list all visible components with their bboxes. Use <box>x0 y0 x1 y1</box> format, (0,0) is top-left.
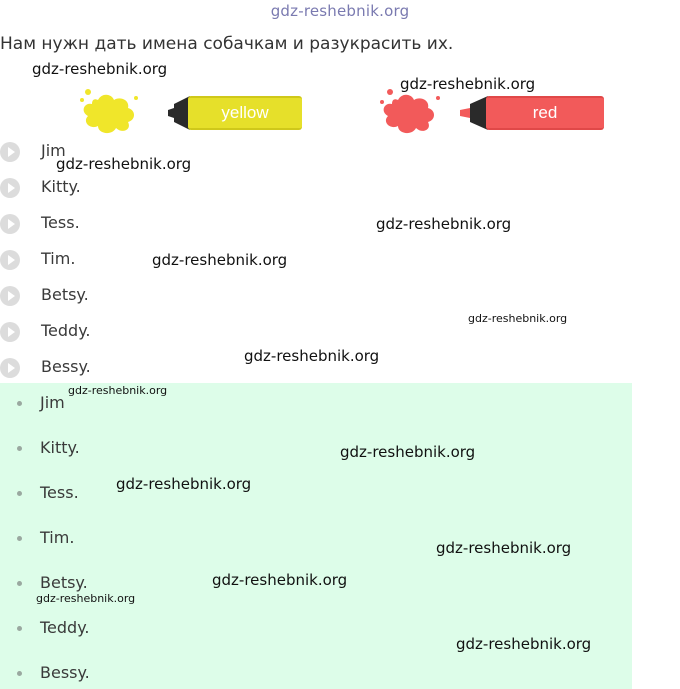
list-item <box>0 478 632 508</box>
task-instruction: Нам нужн дать имена собачкам и разукрасить их. <box>0 34 454 54</box>
play-icon[interactable] <box>0 142 20 162</box>
watermark: gdz-reshebnik.org <box>400 75 536 93</box>
yellow-marker-label: yellow <box>188 96 302 130</box>
dog-name: Tess. <box>41 213 80 232</box>
watermark: gdz-reshebnik.org <box>56 155 192 173</box>
dog-name: Tim. <box>41 249 76 268</box>
watermark: gdz-reshebnik.org <box>68 384 168 397</box>
red-marker-label: red <box>486 96 604 130</box>
play-icon[interactable] <box>0 286 20 306</box>
bullet-icon <box>17 626 22 631</box>
play-icon[interactable] <box>0 178 20 198</box>
watermark: gdz-reshebnik.org <box>436 539 572 557</box>
red-marker-tip-icon <box>460 96 488 130</box>
answer-name: Betsy. <box>40 573 88 592</box>
watermark: gdz-reshebnik.org <box>152 251 288 269</box>
watermark: gdz-reshebnik.org <box>116 475 252 493</box>
play-icon[interactable] <box>0 214 20 234</box>
list-item <box>0 433 632 463</box>
play-icon[interactable] <box>0 322 20 342</box>
dog-name: Betsy. <box>41 285 89 304</box>
play-icon[interactable] <box>0 358 20 378</box>
dog-name: Jim <box>41 141 66 160</box>
answer-name: Kitty. <box>40 438 80 457</box>
bullet-icon <box>17 581 22 586</box>
watermark: gdz-reshebnik.org <box>32 60 168 78</box>
bullet-icon <box>17 401 22 406</box>
site-header-watermark[interactable]: gdz-reshebnik.org <box>270 2 410 20</box>
watermark: gdz-reshebnik.org <box>340 443 476 461</box>
red-splash-icon <box>376 88 446 138</box>
dog-name: Kitty. <box>41 177 81 196</box>
answer-name: Bessy. <box>40 663 90 682</box>
list-item <box>0 210 640 246</box>
dog-name: Teddy. <box>41 321 91 340</box>
list-item <box>0 658 632 688</box>
watermark: gdz-reshebnik.org <box>468 312 568 325</box>
answer-name: Teddy. <box>40 618 90 637</box>
yellow-marker-tip-icon <box>168 96 190 130</box>
bullet-icon <box>17 491 22 496</box>
dog-name: Bessy. <box>41 357 91 376</box>
list-item <box>0 174 640 210</box>
bullet-icon <box>17 446 22 451</box>
answer-name: Tess. <box>40 483 79 502</box>
list-item <box>0 246 640 282</box>
watermark: gdz-reshebnik.org <box>244 347 380 365</box>
watermark: gdz-reshebnik.org <box>36 592 136 605</box>
answer-name: Tim. <box>40 528 75 547</box>
answer-name: Jim <box>40 393 65 412</box>
yellow-splash-icon <box>76 88 146 138</box>
bullet-icon <box>17 671 22 676</box>
watermark: gdz-reshebnik.org <box>376 215 512 233</box>
bullet-icon <box>17 536 22 541</box>
play-icon[interactable] <box>0 250 20 270</box>
watermark: gdz-reshebnik.org <box>212 571 348 589</box>
watermark: gdz-reshebnik.org <box>456 635 592 653</box>
